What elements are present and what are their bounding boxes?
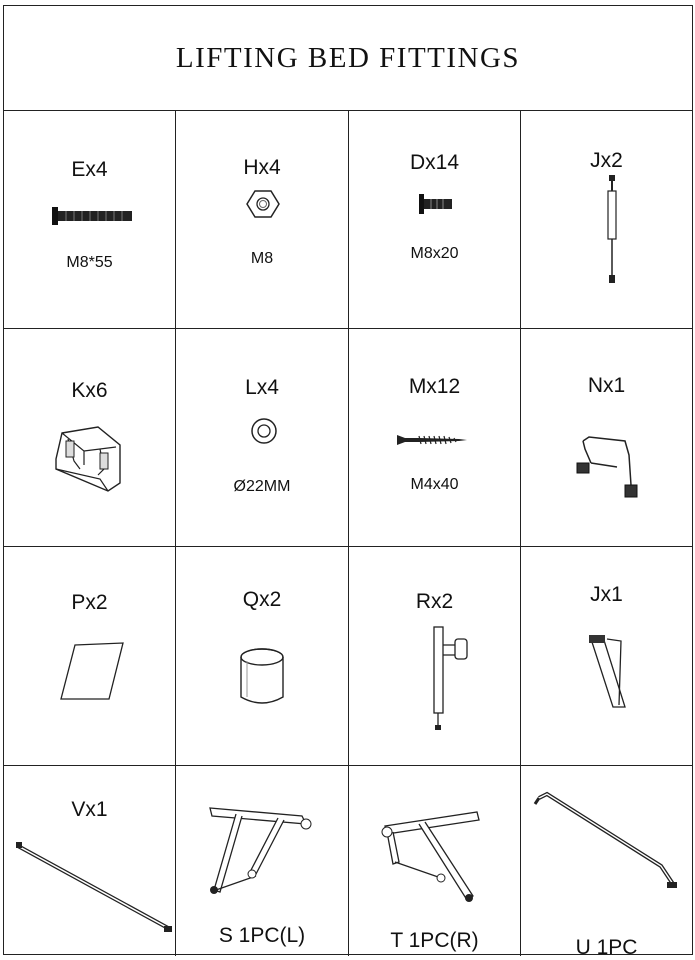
pad-icon [61, 643, 125, 701]
hex-key-icon [431, 627, 471, 733]
wire-handle-icon [577, 433, 643, 505]
part-cell-m [349, 329, 520, 546]
part-label: Ex4 [71, 158, 108, 181]
cross-bar-icon [533, 788, 693, 892]
lift-mechanism-right-icon [381, 804, 491, 904]
part-cell-u [521, 766, 692, 959]
part-label: Jx1 [590, 583, 623, 606]
part-cell-j [521, 111, 692, 328]
part-cell-v [4, 766, 175, 956]
part-label: Dx14 [409, 151, 460, 174]
part-label: Nx1 [587, 374, 626, 397]
fittings-sheet [3, 5, 693, 959]
part-cell-j2 [521, 547, 692, 765]
part-label: Lx4 [245, 376, 279, 399]
part-cell-p [4, 547, 175, 765]
part-cell-s [176, 766, 348, 956]
part-label: Jx2 [590, 149, 623, 172]
part-cell-n [521, 329, 692, 546]
part-label: S 1PC(L) [218, 924, 306, 947]
part-cell-t [349, 766, 520, 956]
gas-spring-icon [607, 175, 619, 285]
part-cell-h [176, 111, 348, 328]
nut-icon [246, 189, 280, 219]
long-rod-icon [16, 842, 176, 936]
part-spec: M8x20 [410, 245, 459, 262]
part-label: Px2 [71, 591, 108, 614]
part-cell-k [4, 329, 175, 546]
part-spec: M8*55 [66, 254, 113, 271]
part-cell-l [176, 329, 348, 546]
part-label: Vx1 [71, 798, 108, 821]
part-label: Qx2 [242, 588, 282, 611]
lift-mechanism-left-icon [206, 802, 316, 902]
part-label: Mx12 [408, 375, 461, 398]
part-spec: Ø22MM [233, 478, 291, 495]
page-title: LIFTING BED FITTINGS [4, 6, 692, 111]
strap-icon [589, 635, 629, 709]
bracket-icon [48, 425, 126, 495]
part-cell-r [349, 547, 520, 765]
part-cell-q [176, 547, 348, 765]
cylinder-cap-icon [239, 647, 285, 709]
part-spec: M8 [250, 250, 274, 267]
part-spec: M4x40 [410, 476, 459, 493]
short-bolt-icon [419, 194, 453, 216]
part-label: Kx6 [71, 379, 108, 402]
bolt-icon [52, 206, 134, 228]
part-cell-e [4, 111, 175, 328]
part-label: Hx4 [243, 156, 281, 179]
washer-icon [250, 417, 278, 445]
part-cell-d [349, 111, 520, 328]
part-label: U 1PC [575, 936, 638, 959]
part-label: Rx2 [415, 590, 454, 613]
part-label: T 1PC(R) [390, 929, 479, 952]
wood-screw-icon [397, 433, 469, 447]
